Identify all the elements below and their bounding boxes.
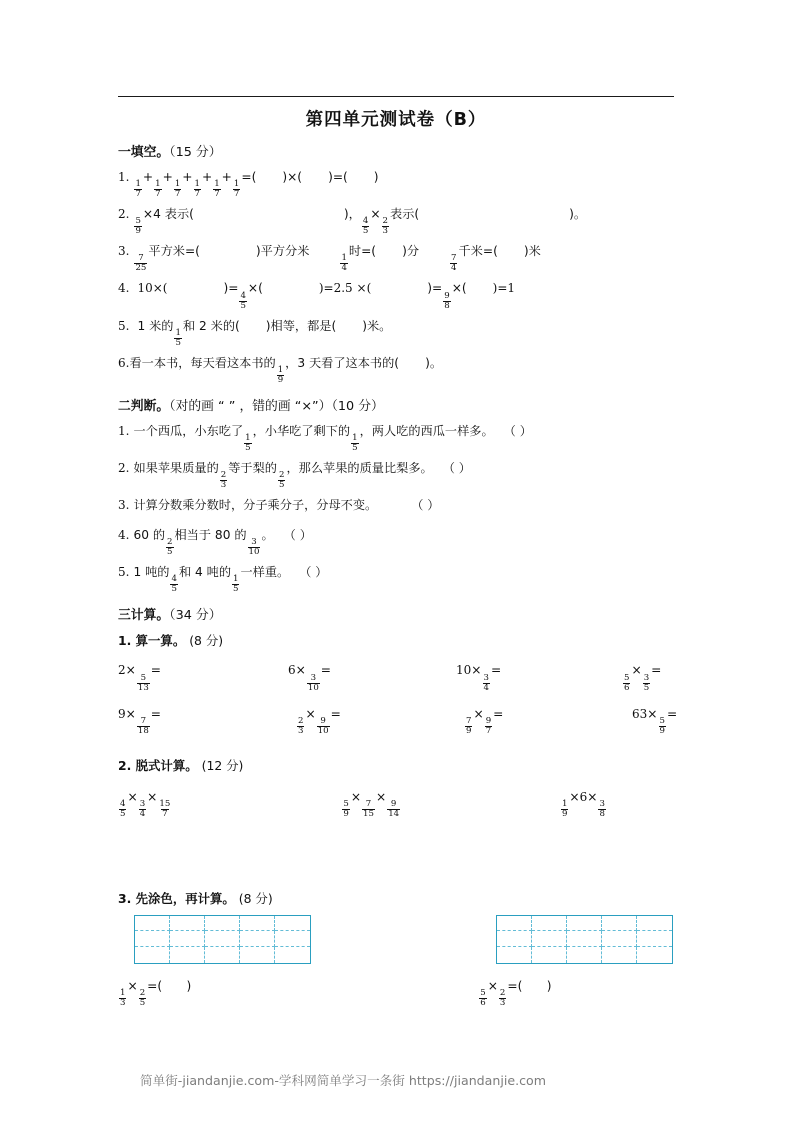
section2-rule: （对的画 “ ” ，错的画 “×”）: [169, 398, 332, 414]
section3-points: （34 分）: [169, 608, 222, 624]
coloring-grid-right[interactable]: [496, 915, 673, 964]
coloring-1-f1: $\frac{1}{3}$: [120, 987, 126, 1008]
tuoshi-3-op2: ×: [587, 789, 598, 804]
grid-cell[interactable]: [240, 916, 275, 932]
calc2-int-1: 9: [118, 706, 126, 721]
q5-text-4: )米。: [362, 318, 392, 333]
tuoshi-1-f3: $\frac{15}{7}$: [159, 798, 171, 819]
q3-fraction-3: $\frac{7}{4}$: [451, 253, 457, 274]
q4-text-7: )=1: [492, 281, 516, 296]
calc1-item-2: [288, 663, 456, 692]
judge-frac-5-2: $\frac{1}{5}$: [233, 574, 239, 595]
coloring-2-close: ): [522, 978, 552, 993]
q2-fraction-3: $\frac{2}{3}$: [382, 216, 389, 237]
judge-frac-2-1: $\frac{2}{3}$: [220, 470, 227, 491]
tuoshi-1-op2: ×: [147, 789, 158, 804]
coloring-1-op: ×: [127, 978, 138, 993]
calc1-int-3: 10: [456, 663, 472, 678]
judge-index-5: 5.: [118, 565, 130, 580]
judgement-item: [118, 490, 674, 520]
q3-text-4: )分: [402, 244, 420, 259]
calc1-item-3: [456, 663, 622, 692]
page-title: 第四单元测试卷（B）: [305, 110, 487, 130]
grid-cell[interactable]: [497, 931, 532, 947]
question-1-5: [118, 311, 674, 348]
judge-bracket-3[interactable]: （ ）: [411, 498, 440, 513]
part3-points: (8 分): [238, 890, 273, 906]
page-footer: 简单街-jiandanjie.com-学科网简单学习一条街 https://jiandanjie.com: [140, 1073, 547, 1088]
calc-row-1: [118, 663, 674, 692]
grid-cell[interactable]: [170, 931, 205, 947]
q5-index: 5.: [118, 318, 130, 333]
q3-text-2: )平方分米: [255, 244, 310, 259]
tuoshi-2-op1: ×: [350, 789, 362, 804]
q1-plus-3: +: [182, 170, 193, 184]
tuoshi-2-f1: $\frac{5}{9}$: [343, 798, 349, 819]
calc2-int-4: 63: [632, 706, 648, 721]
grid-cell[interactable]: [205, 931, 240, 947]
grid-cell[interactable]: [135, 931, 170, 947]
tuoshi-2-op2: ×: [375, 789, 387, 804]
coloring-answer-row: [118, 977, 674, 1008]
calc2-item-3: [464, 707, 632, 736]
q3-text-3: 时=(: [348, 244, 377, 259]
q2-op: ×: [370, 207, 381, 222]
calc2-eq-2: =: [330, 706, 341, 721]
q2-fraction-2: $\frac{4}{5}$: [362, 216, 369, 237]
q1-term-2: $\frac{1}{7}$: [155, 179, 161, 200]
calc1-int-1: 2: [118, 663, 126, 678]
grid-cell[interactable]: [532, 931, 567, 947]
calc1-frac-3-1: $\frac{3}{4}$: [483, 672, 489, 693]
q1-eq: =(: [241, 170, 257, 184]
coloring-2-f1: $\frac{5}{6}$: [480, 987, 486, 1008]
q6-index: 6.: [118, 355, 130, 370]
judge-frac-2-2: $\frac{2}{5}$: [278, 470, 285, 491]
calc2-frac-1-1: $\frac{7}{18}$: [137, 715, 149, 736]
grid-cell[interactable]: [497, 947, 532, 963]
q1-fraction-sum: [133, 170, 241, 200]
q3-fraction-2: $\frac{1}{4}$: [341, 253, 347, 274]
calc1-op-2: ×: [295, 663, 306, 678]
grid-cell[interactable]: [637, 947, 672, 963]
q1-close: ): [373, 170, 379, 184]
grid-cell[interactable]: [637, 931, 672, 947]
calc2-frac-2-1: $\frac{2}{3}$: [298, 715, 304, 736]
coloring-grid-left[interactable]: [134, 915, 311, 964]
calc2-item-1: [118, 707, 296, 736]
section-heading-fill-blank: [118, 141, 674, 160]
judge-bracket-2[interactable]: （ ）: [442, 460, 471, 475]
grid-cell[interactable]: [205, 916, 240, 932]
paper-sheet: [118, 96, 678, 1008]
coloring-1-eq: =(: [147, 978, 163, 993]
q3-fraction-1: $\frac{7}{25}$: [135, 253, 147, 274]
grid-cell[interactable]: [275, 916, 310, 932]
calc2-item-2: [296, 707, 464, 736]
q4-text-2: )=: [223, 281, 239, 296]
coloring-answer-2: [478, 977, 674, 1008]
q4-fraction-2: $\frac{9}{8}$: [444, 290, 450, 311]
work-space: [118, 819, 674, 881]
grid-cell[interactable]: [497, 916, 532, 932]
question-1-6: [118, 348, 674, 385]
q3-text-5: 千米=(: [458, 244, 498, 259]
judgement-item: [118, 520, 674, 557]
coloring-grid-area: [118, 915, 674, 964]
calc1-int-2: 6: [288, 663, 296, 678]
q6-fraction-1: $\frac{1}{9}$: [277, 364, 284, 385]
section1-label: 一填空。: [118, 145, 170, 160]
judge-text-2-c: ，那么苹果的质量比梨多。: [286, 460, 433, 475]
q4-text-6: ×(: [451, 281, 467, 296]
tuoshi-item-1: [118, 790, 341, 819]
q4-index: 4.: [118, 281, 130, 296]
part1-points: (8 分): [189, 633, 224, 649]
question-1-1: [118, 162, 674, 199]
q2-close-2: )。: [569, 207, 587, 222]
q1-term-4: $\frac{1}{7}$: [194, 179, 200, 200]
tuoshi-row: [118, 790, 674, 819]
q6-text-2: ，3 天看了这本书的(: [285, 355, 400, 370]
q1-eq2: )=(: [328, 170, 348, 184]
judge-frac-4-2: $\frac{3}{10}$: [248, 537, 260, 558]
q5-text-1: 1 米的: [137, 318, 174, 333]
section3-label: 三计算。: [118, 608, 170, 624]
grid-cell[interactable]: [240, 947, 275, 963]
subsection-heading-tuoshi: [118, 756, 674, 774]
judgement-list: [118, 416, 674, 595]
judge-frac-1-2: $\frac{1}{5}$: [352, 432, 358, 453]
judge-text-5-b: 和 4 吨的: [178, 565, 232, 580]
judge-text-1-c: ，两人吃的西瓜一样多。: [359, 423, 494, 438]
tuoshi-2-f2: $\frac{7}{15}$: [363, 798, 374, 819]
calc1-op-4: ×: [631, 663, 642, 678]
q1-index: 1.: [118, 170, 130, 184]
q1-plus-2: +: [162, 170, 173, 184]
q2-fraction-1: $\frac{5}{9}$: [135, 216, 141, 237]
subsection-heading-suanyisuan: [118, 631, 674, 649]
calc2-frac-2-2: $\frac{9}{10}$: [317, 715, 329, 736]
tuoshi-2-f3: $\frac{9}{14}$: [388, 798, 400, 819]
q1-term-1: $\frac{1}{7}$: [135, 179, 141, 200]
grid-cell[interactable]: [240, 931, 275, 947]
grid-cell[interactable]: [637, 916, 672, 932]
part2-points: (12 分): [201, 757, 244, 773]
coloring-1-close: ): [162, 978, 192, 993]
q5-fraction-1: $\frac{1}{5}$: [175, 327, 181, 348]
q4-text-4: )=2.5 ×(: [318, 281, 372, 296]
calc1-item-1: [118, 663, 288, 692]
calc1-eq-3: =: [490, 663, 502, 678]
q3-text-6: )米: [523, 244, 541, 259]
tuoshi-1-f2: $\frac{3}{4}$: [139, 798, 146, 819]
judge-text-3-a: 计算分数乘分数时，分子乘分子，分母不变。: [133, 498, 378, 513]
part3-label: 3. 先涂色，再计算。: [118, 890, 235, 906]
calc1-frac-1-1: $\frac{5}{13}$: [137, 672, 149, 693]
q3-index: 3.: [118, 244, 130, 259]
judge-text-5-a: 1 吨的: [133, 565, 170, 580]
q4-text-5: )=: [427, 281, 443, 296]
judge-text-4-a: 60 的: [133, 528, 166, 543]
judgement-item: [118, 416, 674, 453]
calc1-frac-4-2: $\frac{3}{5}$: [643, 672, 650, 693]
calc1-frac-2-1: $\frac{3}{10}$: [307, 672, 319, 693]
calc2-eq-1: =: [150, 706, 162, 721]
tuoshi-item-3: [560, 790, 674, 819]
judge-index-2: 2.: [118, 460, 130, 475]
judge-frac-4-1: $\frac{2}{5}$: [167, 537, 173, 558]
judgement-item: [118, 557, 674, 594]
calc2-item-4: [632, 707, 692, 736]
q1-plus-4: +: [201, 170, 213, 184]
judge-text-1-a: 一个西瓜，小东吃了: [133, 423, 244, 438]
section2-points: （10 分）: [331, 398, 384, 414]
q5-text-2: 和 2 米的(: [182, 318, 240, 333]
calc1-op-3: ×: [471, 663, 482, 678]
calc1-item-4: [622, 663, 682, 692]
top-rule: [118, 96, 674, 97]
grid-cell[interactable]: [170, 947, 205, 963]
calc1-eq-1: =: [150, 663, 162, 678]
q3-text-1: 平方米=(: [148, 244, 200, 259]
judge-text-4-b: 相当于 80 的: [174, 528, 247, 543]
q2-text-1: ×4 表示(: [142, 207, 194, 222]
coloring-2-op: ×: [487, 978, 498, 993]
judgement-item: [118, 453, 674, 490]
q1-term-5: $\frac{1}{7}$: [214, 179, 220, 200]
judge-text-2-a: 如果苹果质量的: [133, 460, 219, 475]
part2-label: 2. 脱式计算。: [118, 757, 198, 773]
grid-cell[interactable]: [567, 947, 602, 963]
grid-cell[interactable]: [567, 916, 602, 932]
grid-cell[interactable]: [567, 931, 602, 947]
calc-row-2: [118, 706, 678, 736]
q5-text-3: )相等，都是(: [265, 318, 337, 333]
q1-plus-5: +: [221, 170, 232, 184]
coloring-2-eq: =(: [507, 978, 523, 993]
calc2-op-1: ×: [125, 706, 136, 721]
coloring-1-f2: $\frac{2}{5}$: [139, 987, 146, 1008]
subsection-heading-color: [118, 889, 674, 907]
tuoshi-3-int: 6: [579, 789, 588, 804]
judge-text-1-b: ，小华吃了剩下的: [252, 423, 351, 438]
part1-label: 1. 算一算。: [118, 633, 186, 649]
tuoshi-3-op1: ×: [569, 789, 580, 804]
judge-text-5-c: 一样重。: [240, 565, 290, 580]
grid-cell[interactable]: [532, 947, 567, 963]
q4-text-1: 10×(: [137, 281, 168, 296]
calc2-op-2: ×: [305, 706, 316, 721]
question-1-2: [118, 199, 674, 236]
coloring-2-f2: $\frac{2}{3}$: [499, 987, 506, 1008]
q6-text-1: 看一本书，每天看这本书的: [129, 355, 276, 370]
grid-cell[interactable]: [275, 931, 310, 947]
section2-label: 二判断。: [118, 398, 170, 414]
q4-text-3: ×(: [247, 281, 263, 296]
tuoshi-1-op1: ×: [127, 789, 138, 804]
section-heading-judgement: [118, 395, 674, 414]
section1-points: （15 分）: [169, 145, 222, 160]
section-heading-calculation: [118, 604, 674, 623]
judge-index-3: 3.: [118, 498, 130, 513]
grid-cell[interactable]: [205, 947, 240, 963]
q2-index: 2.: [118, 207, 130, 222]
tuoshi-3-f1: $\frac{1}{9}$: [561, 798, 568, 819]
q1-times: )×(: [282, 170, 303, 184]
judge-index-1: 1.: [118, 423, 130, 438]
calc2-frac-3-2: $\frac{9}{7}$: [485, 715, 492, 736]
calc1-eq-4: =: [651, 663, 662, 678]
grid-cell[interactable]: [602, 931, 637, 947]
calc2-eq-4: =: [666, 706, 678, 721]
tuoshi-1-f1: $\frac{4}{5}$: [120, 798, 126, 819]
judge-index-4: 4.: [118, 528, 130, 543]
coloring-answer-1: [118, 977, 478, 1008]
calc1-eq-2: =: [320, 663, 332, 678]
question-1-4: [118, 273, 674, 310]
question-1-3: [118, 236, 674, 273]
tuoshi-item-2: [341, 790, 560, 819]
calc2-eq-3: =: [493, 706, 504, 721]
judge-bracket-1[interactable]: （ ）: [503, 423, 532, 438]
q1-term-3: $\frac{1}{7}$: [174, 179, 181, 200]
calc2-op-3: ×: [473, 706, 484, 721]
q1-plus-1: +: [142, 170, 154, 184]
grid-cell[interactable]: [135, 916, 170, 932]
grid-cell[interactable]: [170, 916, 205, 932]
grid-cell[interactable]: [602, 947, 637, 963]
judge-text-4-c: 。: [261, 528, 274, 543]
q1-term-6: $\frac{1}{7}$: [233, 179, 240, 200]
judge-frac-1-1: $\frac{1}{5}$: [245, 432, 251, 453]
grid-cell[interactable]: [602, 916, 637, 932]
q4-fraction-1: $\frac{4}{5}$: [240, 290, 246, 311]
grid-cell[interactable]: [532, 916, 567, 932]
judge-text-2-b: 等于梨的: [228, 460, 277, 475]
calc2-op-4: ×: [647, 706, 658, 721]
calc1-frac-4-1: $\frac{5}{6}$: [624, 672, 630, 693]
grid-cell[interactable]: [275, 947, 310, 963]
judge-bracket-5[interactable]: （ ）: [299, 565, 328, 580]
calc2-frac-4-1: $\frac{5}{9}$: [659, 715, 665, 736]
calc2-frac-3-1: $\frac{7}{9}$: [466, 715, 472, 736]
q6-text-3: )。: [425, 355, 443, 370]
grid-cell[interactable]: [135, 947, 170, 963]
judge-bracket-4[interactable]: （ ）: [283, 528, 312, 543]
tuoshi-3-f3: $\frac{3}{8}$: [599, 798, 605, 819]
q2-text-2: 表示(: [390, 207, 420, 222]
calc1-op-1: ×: [125, 663, 136, 678]
q2-close-1: )，: [343, 207, 361, 222]
judge-frac-5-1: $\frac{4}{5}$: [171, 574, 177, 595]
